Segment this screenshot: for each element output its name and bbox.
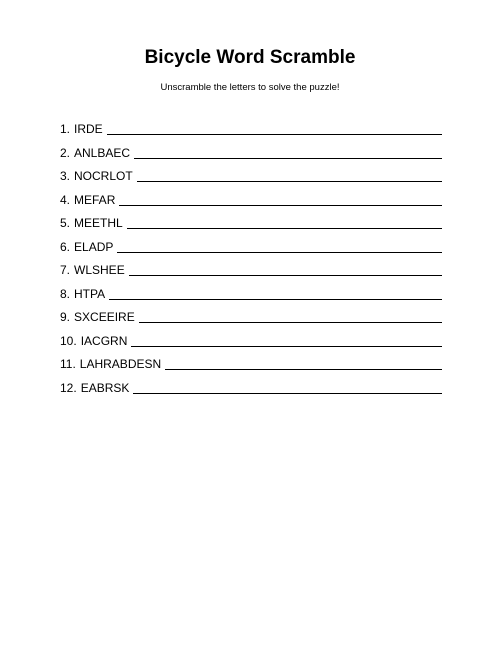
item-number: 12. [60,380,77,395]
scramble-item-9 [60,309,442,324]
item-number: 3. [60,169,71,183]
answer-line[interactable] [165,357,442,370]
scramble-item-12 [60,380,442,395]
scramble-item-1 [60,121,442,136]
scrambled-word: EABRSK [80,380,130,395]
answer-line[interactable] [131,334,442,347]
scrambled-word: SXCEEIRE [74,310,135,324]
item-number: 6. [60,239,71,254]
scrambled-word: LAHRABDESN [79,357,162,371]
scrambled-word: IRDE [74,122,103,136]
item-number: 1. [60,122,71,136]
page-title: Bicycle Word Scramble [144,47,356,68]
answer-line[interactable] [139,310,442,323]
answer-line[interactable] [134,146,442,159]
answer-line[interactable] [137,169,442,182]
item-number: 11. [60,357,76,371]
item-number: 5. [60,216,71,230]
item-number: 7. [60,263,71,277]
answer-line[interactable] [119,193,442,206]
answer-line[interactable] [127,216,442,229]
scramble-item-5 [60,215,442,230]
item-number: 8. [60,286,71,301]
scrambled-word: MEFAR [74,192,116,207]
item-number: 2. [60,145,71,160]
item-number: 9. [60,310,71,324]
scramble-item-4 [60,192,442,207]
scrambled-word: IACGRN [80,333,128,348]
scramble-item-11 [60,356,442,371]
answer-line[interactable] [133,381,442,394]
scramble-list [60,121,442,403]
answer-line[interactable] [129,263,442,276]
scrambled-word: ANLBAEC [74,145,131,160]
scrambled-word: HTPA [74,286,106,301]
answer-line[interactable] [117,240,442,253]
item-number: 4. [60,192,71,207]
scramble-item-8 [60,286,442,301]
page-instructions: Unscramble the letters to solve the puzzle! [160,82,340,93]
scrambled-word: MEETHL [74,216,123,230]
item-number: 10. [60,333,77,348]
scrambled-word: WLSHEE [74,263,125,277]
answer-line[interactable] [109,287,442,300]
scramble-item-3 [60,168,442,183]
scramble-item-7 [60,262,442,277]
scrambled-word: NOCRLOT [74,169,133,183]
scramble-item-6 [60,239,442,254]
scrambled-word: ELADP [74,239,114,254]
answer-line[interactable] [107,122,442,135]
scramble-item-10 [60,333,442,348]
scramble-item-2 [60,145,442,160]
